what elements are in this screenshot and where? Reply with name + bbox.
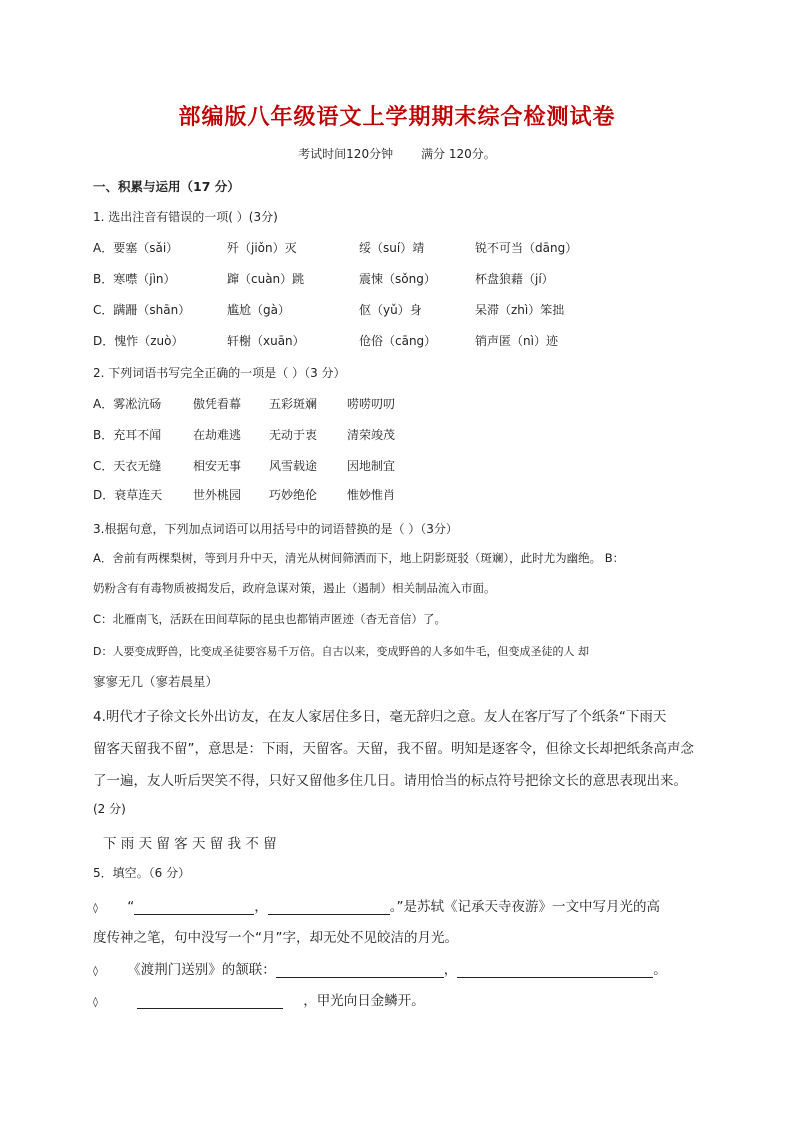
quote-open: “ <box>127 899 135 915</box>
option-cell: 因地制宜 <box>347 459 396 473</box>
q5-item-3 <box>93 989 425 1009</box>
option-cell: 世外桃园 <box>193 488 242 502</box>
answer-blank[interactable] <box>268 900 390 915</box>
option-cell: 尴尬（gà） <box>227 303 290 317</box>
option-cell: 销声匿（nì）迹 <box>475 334 558 348</box>
exam-time: 考试时间120分钟 <box>298 147 394 161</box>
q2-option-d <box>93 486 395 503</box>
option-cell: D．衰草连天 <box>93 488 163 502</box>
option-cell: 五彩斑斓 <box>269 397 318 411</box>
option-cell: 震悚（sǒng） <box>359 272 436 286</box>
exam-info <box>0 145 794 162</box>
option-cell: A．雾凇沆砀 <box>93 397 162 411</box>
q4-score: (2 分) <box>93 802 126 816</box>
option-cell: 伛（yǔ）身 <box>359 303 422 317</box>
option-cell: 惟妙惟肖 <box>347 488 396 502</box>
option-cell: C．天衣无缝 <box>93 459 162 473</box>
q2-option-c <box>93 457 395 474</box>
option-cell: 歼（jiǒn）灭 <box>227 241 297 255</box>
comma: ， <box>254 899 268 915</box>
q5-item-3-text: ，甲光向日金鳞开。 <box>303 993 425 1009</box>
option-cell: A．要塞（sǎi） <box>93 241 179 255</box>
q2-option-a <box>93 395 395 412</box>
q1-option-b <box>93 270 554 287</box>
comma: ， <box>443 962 458 978</box>
q5-item-1-text: 。”是苏轼《记承天寺夜游》一文中写月光的高 <box>389 899 661 915</box>
q1-option-c <box>93 301 564 318</box>
answer-blank[interactable] <box>276 963 444 978</box>
q1-stem: 1. 选出注音有错误的一项( ）(3分) <box>93 210 278 224</box>
page-title: 部编版八年级语文上学期期末综合检测试卷 <box>178 104 616 130</box>
q3-stem: 3.根据句意，下列加点词语可以用括号中的词语替换的是（ ）（3分） <box>93 522 458 536</box>
option-cell: C．蹒跚（shān） <box>93 303 191 317</box>
answer-blank[interactable] <box>137 994 283 1009</box>
q5-stem: 5．填空。（6 分） <box>93 866 191 880</box>
q4-sentence: 下 雨 天 留 客 天 留 我 不 留 <box>103 836 277 852</box>
option-cell: D．愧怍（zuò） <box>93 334 184 348</box>
option-cell: 风雪载途 <box>269 459 318 473</box>
option-cell: 呆滞（zhì）笨拙 <box>475 303 565 317</box>
q1-option-a <box>93 239 577 256</box>
option-cell: 唠唠叨叨 <box>347 397 396 411</box>
answer-blank[interactable] <box>134 900 254 915</box>
q4-text-2: 留客天留我不留”，意思是：下雨，天留客。天留，我不留。明知是逐客令，但徐文长却把纸条高声念 <box>93 741 694 757</box>
option-cell: 杯盘狼藉（jí） <box>475 272 554 286</box>
q5-item-1 <box>93 895 660 915</box>
option-cell: 清荣竣茂 <box>347 428 396 442</box>
bullet-icon: ◊ <box>93 966 98 977</box>
option-cell: 在劫难逃 <box>193 428 242 442</box>
q3-option-b: 奶粉含有有毒物质被揭发后，政府急谋对策，遏止（遏制）相关制品流入市面。 <box>93 581 496 595</box>
q4-text-1: 4.明代才子徐文长外出访友，在友人家居住多日，毫无辞归之意。友人在客厅写了个纸条“下雨天 <box>93 709 667 725</box>
option-cell: 无动于衷 <box>269 428 318 442</box>
q5-item-2-text: 《渡荆门送别》的颔联： <box>127 962 276 978</box>
option-cell: 锐不可当（dāng） <box>475 241 578 255</box>
period: 。 <box>653 962 667 978</box>
q3-option-c: C：北雁南飞，活跃在田间草际的昆虫也都销声匿迹（杳无音信）了。 <box>93 612 447 626</box>
option-cell: 蹿（cuàn）跳 <box>227 272 305 286</box>
bullet-icon: ◊ <box>93 903 98 914</box>
q2-stem: 2. 下列词语书写完全正确的一项是（ ）（3 分） <box>93 366 346 380</box>
option-cell: 巧妙绝伦 <box>269 488 318 502</box>
q3-option-d-cont: 寥寥无几（寥若晨星） <box>93 674 219 689</box>
section-heading: 一、积累与运用（17 分） <box>93 179 240 194</box>
q1-option-d <box>93 332 558 349</box>
exam-score: 满分 120分。 <box>421 147 496 161</box>
q4-text-3: 了一遍，友人听后哭笑不得，只好又留他多住几日。请用恰当的标点符号把徐文长的意思表现出来。 <box>93 773 687 789</box>
option-cell: 傲凭看幕 <box>193 397 242 411</box>
q5-item-2 <box>93 958 667 978</box>
option-cell: B．寒噤（jìn） <box>93 272 176 286</box>
option-cell: B．充耳不闻 <box>93 428 162 442</box>
option-cell: 绥（suí）靖 <box>359 241 425 255</box>
option-cell: 伧俗（cāng） <box>359 334 437 348</box>
q2-option-b <box>93 426 395 443</box>
bullet-icon: ◊ <box>93 997 98 1008</box>
q3-option-a: A．舍前有两棵梨树，等到月升中天，清光从树间筛洒而下，地上阴影斑驳（斑斓），此时尤为幽绝。 B： <box>93 551 625 565</box>
q5-item-1-cont: 度传神之笔，句中没写一个“月”字，却无处不见皎洁的月光。 <box>93 930 458 946</box>
answer-blank[interactable] <box>457 963 653 978</box>
q3-option-d: D：人要变成野兽，比变成圣徒要容易千万倍。自古以来，变成野兽的人多如牛毛，但变成圣徒的人 却 <box>93 645 589 658</box>
option-cell: 轩榭（xuān） <box>227 334 305 348</box>
option-cell: 相安无事 <box>193 459 242 473</box>
